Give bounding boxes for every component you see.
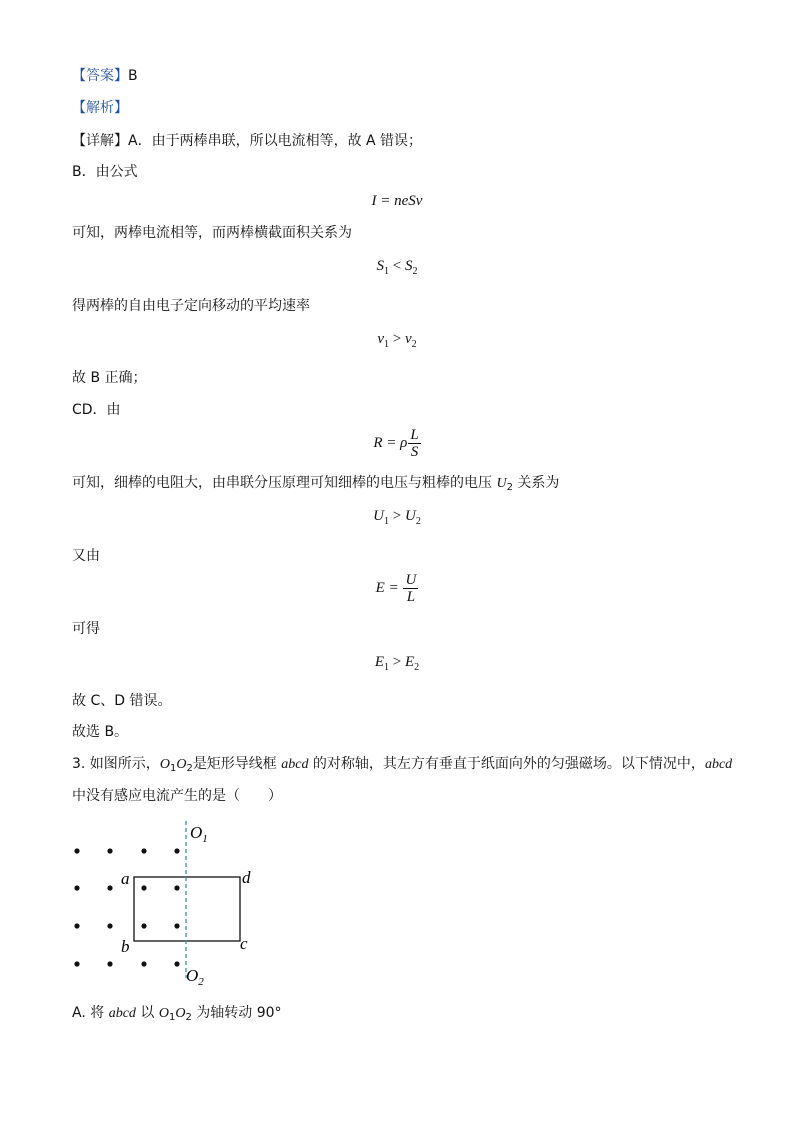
question-3-line1 [72, 754, 732, 779]
option-a[interactable] [72, 1003, 282, 1028]
field-dot [174, 923, 179, 928]
field-dot [107, 961, 112, 966]
text-choose: 故选 B。 [72, 724, 129, 740]
analysis-heading [72, 98, 128, 118]
equation-voltage [0, 508, 794, 527]
know2-var: U [496, 476, 507, 491]
label-a: a [121, 869, 130, 888]
field-dot [174, 848, 179, 853]
field-dot [141, 961, 146, 966]
equation-area [0, 258, 794, 277]
eq-area-left: S [376, 258, 385, 274]
eq-area-left-sub: 1 [384, 266, 390, 277]
label-o1: $O_1$ [190, 823, 208, 845]
equation-current-text: I = neSv [371, 193, 423, 209]
eq-speed-left: v [377, 331, 385, 347]
field-dot [107, 923, 112, 928]
eq-field-fraction [403, 572, 418, 605]
field-dot [74, 923, 79, 928]
eq-speed-right-sub: 2 [411, 339, 417, 350]
option-a-o1: O [158, 1006, 169, 1021]
field-dot [74, 961, 79, 966]
field-dot [141, 923, 146, 928]
q3-number: 3. 如图所示， [72, 756, 160, 772]
eq-resistance-lhs: R = ρ [373, 434, 408, 451]
q3-axis-b-sub: 2 [186, 763, 193, 774]
option-a-frame: abcd [108, 1006, 136, 1021]
equation-current [0, 193, 794, 210]
answer-bracket: 【答案】 [72, 68, 128, 84]
equation-field [0, 572, 794, 605]
text-get1: 得两棒的自由电子定向移动的平均速率 [72, 298, 310, 314]
eq-area-op: < [389, 258, 405, 274]
text-cd-wrong: 故 C、D 错误。 [72, 693, 172, 709]
field-dot [74, 885, 79, 890]
eq-voltage-right: U [404, 508, 416, 524]
option-a-o1-sub: 1 [168, 1012, 176, 1023]
q3-axis-a: O [159, 757, 170, 772]
q3-rest: 的对称轴，其左方有垂直于纸面向外的匀强磁场。以下情况中， [308, 756, 705, 772]
eq-field-den: L [406, 589, 416, 605]
eq-voltage-left-sub: 1 [384, 516, 390, 527]
equation-speed [0, 331, 794, 350]
know2-sub: 2 [506, 482, 513, 493]
eq-fc-op: > [389, 654, 405, 670]
equation-resistance [0, 427, 794, 460]
field-dot [174, 961, 179, 966]
text-cd-intro: CD．由 [72, 402, 121, 418]
option-a-letter: A. 将 [72, 1005, 109, 1021]
field-dot [174, 885, 179, 890]
q3-mid: 是矩形导线框 [192, 756, 282, 772]
option-a-o2: O [175, 1006, 186, 1021]
detail-bracket: 【详解】 [72, 133, 128, 149]
answer-value: B [128, 68, 138, 84]
label-c: c [240, 934, 248, 953]
wire-frame [134, 877, 240, 941]
know2-text-a: 可知，细棒的电阻大，由串联分压原理可知细棒的电压与粗棒的电压 [72, 475, 497, 491]
eq-speed-right: v [404, 331, 412, 347]
eq-voltage-left: U [373, 508, 385, 524]
equation-field-compare [0, 654, 794, 673]
eq-field-lhs: E = [375, 579, 403, 596]
q3-axis-b: O [176, 757, 187, 772]
eq-fc-left: E [374, 654, 385, 670]
field-dot [107, 885, 112, 890]
eq-voltage-op: > [389, 508, 405, 524]
analysis-label: 【解析】 [72, 100, 128, 116]
magnetic-field-figure [60, 818, 280, 993]
eq-speed-left-sub: 1 [384, 339, 390, 350]
eq-voltage-right-sub: 2 [415, 516, 421, 527]
eq-resistance-den: S [410, 444, 419, 460]
option-a-o2-sub: 2 [185, 1012, 192, 1023]
field-dot [74, 848, 79, 853]
label-d: d [242, 868, 251, 887]
option-a-rest: 为轴转动 90° [191, 1005, 282, 1021]
q3-frame2: abcd [704, 757, 733, 772]
text-know1: 可知，两棒电流相等，而两棒横截面积关系为 [72, 225, 352, 241]
detail-line [72, 131, 422, 151]
text-again: 又由 [72, 548, 100, 564]
eq-resistance-fraction [408, 427, 420, 460]
text-know2 [72, 473, 559, 498]
label-b: b [121, 937, 130, 956]
detail-text: A．由于两棒串联，所以电流相等，故 A 错误； [128, 133, 423, 149]
eq-field-num: U [405, 572, 417, 588]
q3-frame: abcd [281, 757, 309, 772]
text-b-correct: 故 B 正确； [72, 370, 147, 386]
eq-speed-op: > [389, 331, 405, 347]
field-dot [107, 848, 112, 853]
eq-fc-right: E [404, 654, 415, 670]
eq-area-right: S [404, 258, 413, 274]
option-a-mid: 以 [135, 1005, 159, 1021]
know2-text-b: 关系为 [512, 475, 560, 491]
field-dot [141, 885, 146, 890]
q3-axis-a-sub: 1 [169, 763, 177, 774]
eq-area-right-sub: 2 [412, 266, 418, 277]
b-option-intro: B．由公式 [72, 164, 138, 180]
eq-fc-left-sub: 1 [384, 662, 390, 673]
text-obtain: 可得 [72, 621, 100, 637]
field-dot [141, 848, 146, 853]
answer-line [72, 66, 138, 86]
question-3-line2: 中没有感应电流产生的是（ ） [72, 788, 282, 804]
eq-fc-right-sub: 2 [414, 662, 420, 673]
label-o2: $O_2$ [186, 966, 204, 988]
eq-resistance-num: L [410, 427, 419, 443]
